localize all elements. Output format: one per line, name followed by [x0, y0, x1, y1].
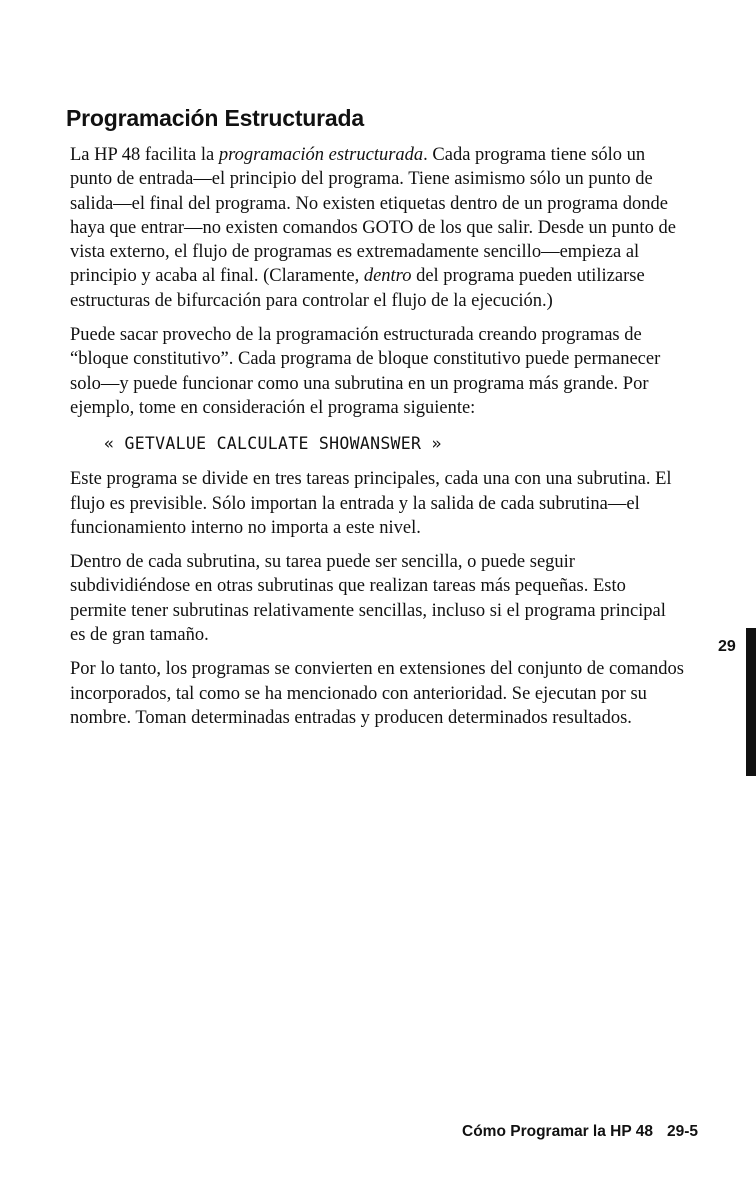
paragraph-intro [70, 143, 685, 313]
paragraph-subdivision: Dentro de cada subrutina, su tarea puede ser sencilla, o puede seguir subdividiéndose en otras subrutinas que realizan tareas más pequeñas. Esto permite tener subrutinas relativamente sencillas, incluso si el programa principal es de gran tamaño. [70, 552, 666, 646]
footer-page-number: 29-5 [666, 1123, 698, 1140]
code-example: « GETVALUE CALCULATE SHOWANSWER » [104, 434, 442, 454]
section-heading: Programación Estructurada [66, 105, 364, 131]
emphasis-inside: dentro [363, 266, 412, 287]
footer-title: Cómo Programar la HP 48 [462, 1123, 653, 1140]
body-text [70, 143, 685, 740]
paragraph-building-blocks: Puede sacar provecho de la programación estructurada creando programas de “bloque constitutivo”. Cada programa de bloque constitutivo puede permanecer solo—y puede funcionar como una subrutina en un programa más grande. Por ejemplo, tome en consideración el programa siguiente: [70, 325, 661, 418]
paragraph-extensions: Por lo tanto, los programas se convierten en extensiones del conjunto de comandos incorporados, tal como se ha mencionado con anterioridad. Se ejecutan por su nombre. Toman determinadas entradas y producen determinados resultados. [70, 659, 684, 728]
paragraph-intro-part2: . Cada programa tiene sólo un punto de entrada—el principio del programa. Tiene asimismo sólo un punto de salida—el final del programa. No existen etiquetas dentro de un programa donde haya que entrar—no existen comandos GOTO de los que salir. Desde un punto de vista externo, el flujo de programas es extremadamente sencillo—empieza al principio y acaba al final. (Claramente, [70, 145, 676, 287]
paragraph-subroutines: Este programa se divide en tres tareas principales, cada una con una subrutina. El flujo es previsible. Sólo importan la entrada y la salida de cada subrutina—el funcionamiento interno no importa a este nivel. [70, 469, 672, 538]
chapter-tab-number: 29 [718, 638, 736, 655]
paragraph-intro-part1: La HP 48 facilita la [70, 145, 219, 165]
emphasis-structured-programming: programación estructurada [218, 145, 424, 165]
paragraph-intro-part3: del programa pueden utilizarse estructuras de bifurcación para controlar el flujo de la ejecución.) [70, 266, 645, 311]
page-footer [380, 1122, 698, 1142]
chapter-tab-bar [746, 628, 756, 776]
